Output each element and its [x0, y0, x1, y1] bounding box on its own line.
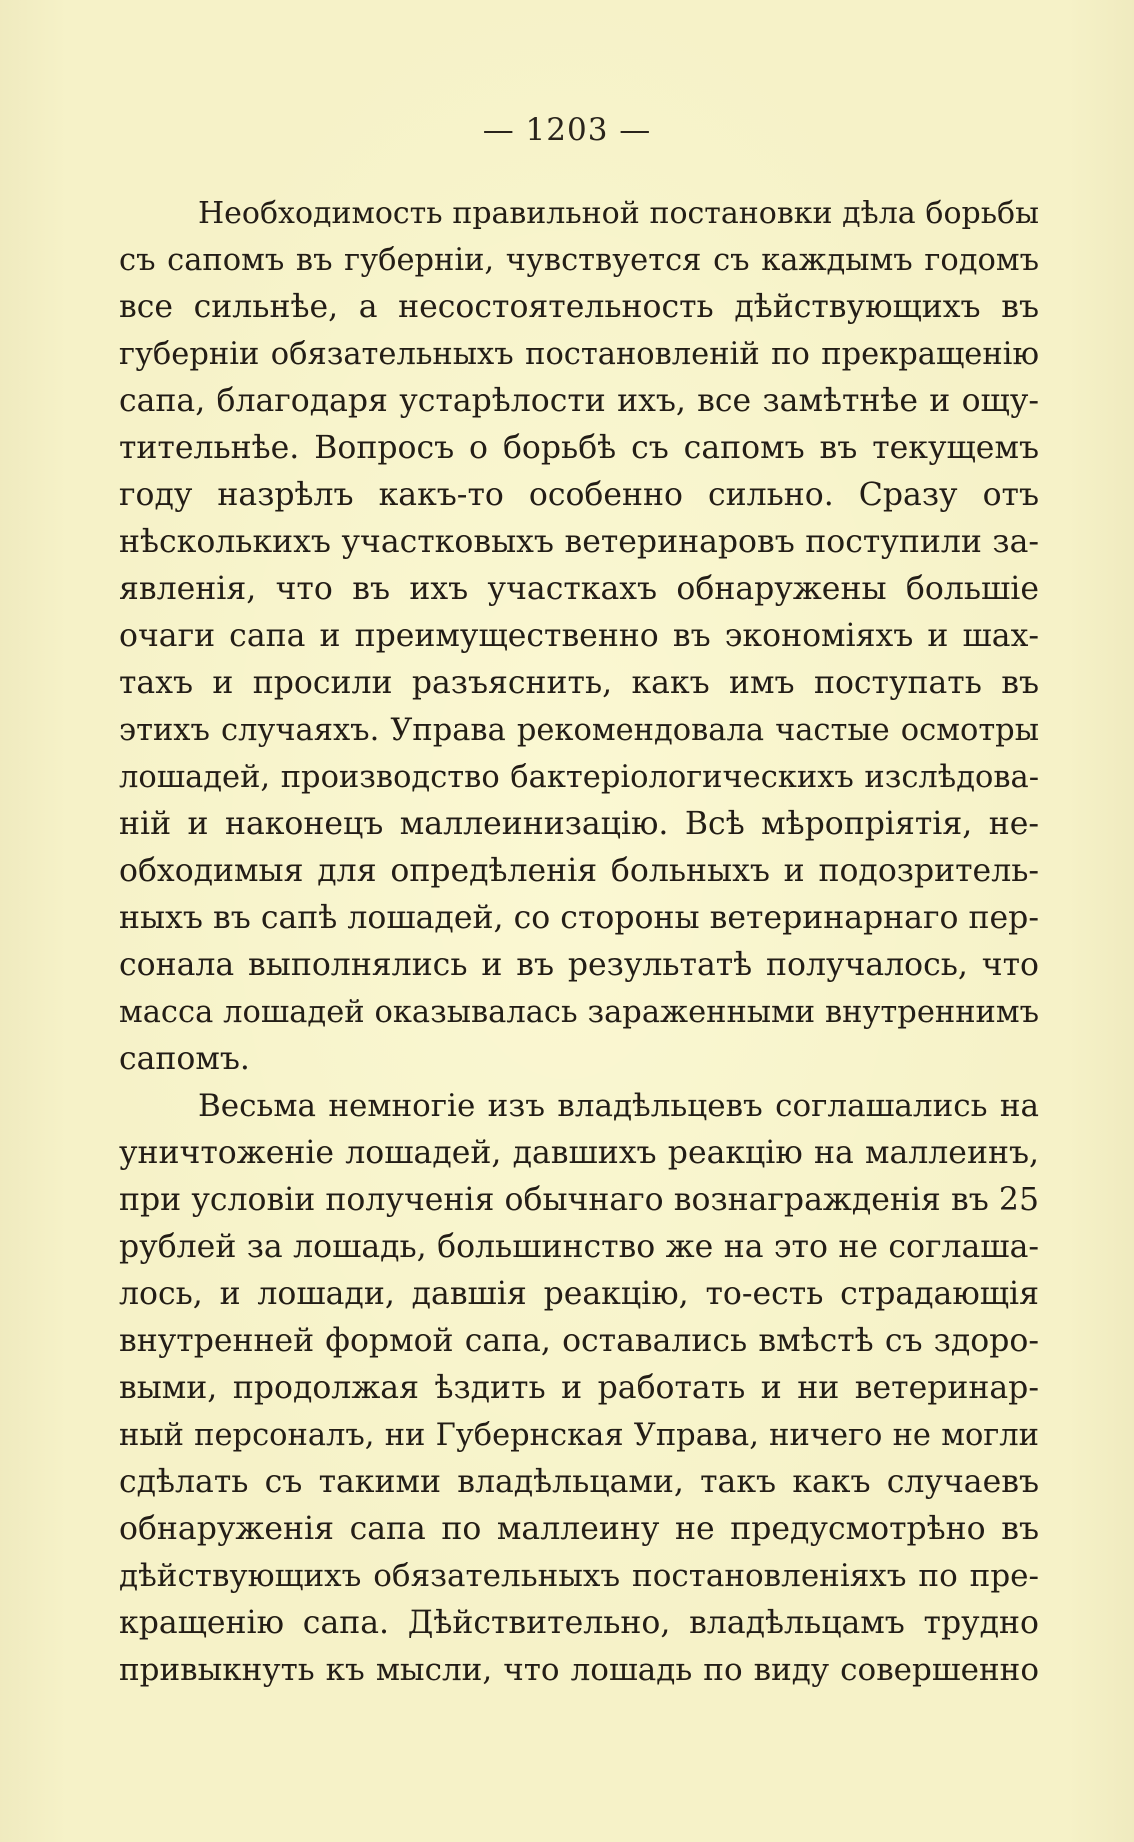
text-line: внутренней формой сапа, оставались вмѣстѣ съ здоро- — [119, 1323, 1039, 1359]
text-line: ній и наконецъ маллеинизацію. Всѣ мѣропріятія, не- — [119, 806, 1039, 842]
text-line: нѣсколькихъ участковыхъ ветеринаровъ поступили за- — [119, 524, 1039, 560]
text-line: этихъ случаяхъ. Управа рекомендовала частые осмотры — [119, 713, 1039, 748]
text-line: выми, продолжая ѣздить и работать и ни ветеринар- — [119, 1370, 1039, 1406]
text-line: кращенію сапа. Дѣйствительно, владѣльцамъ трудно — [119, 1605, 1039, 1641]
text-line: тительнѣе. Вопросъ о борьбѣ съ сапомъ въ текущемъ — [119, 430, 1039, 466]
text-line: очаги сапа и преимущественно въ экономіяхъ и шах- — [119, 618, 1039, 654]
text-line: уничтоженіе лошадей, давшихъ реакцію на маллеинъ, — [119, 1135, 1039, 1171]
text-line: сапомъ. — [119, 1041, 250, 1077]
text-line: ный персоналъ, ни Губернская Управа, ничего не могли — [119, 1418, 1039, 1453]
text-line: году назрѣлъ какъ-то особенно сильно. Сразу отъ — [119, 477, 1039, 513]
text-line: при условіи полученія обычнаго вознагражденія въ 25 — [119, 1182, 1039, 1218]
paragraph-1 — [119, 190, 1039, 1083]
text-line: Весьма немногіе изъ владѣльцевъ соглашались на — [198, 1088, 1039, 1124]
body-text — [119, 190, 1039, 1694]
text-line: привыкнуть къ мысли, что лошадь по виду совершенно — [119, 1652, 1039, 1688]
text-line: дѣйствующихъ обязательныхъ постановленіяхъ по пре- — [119, 1558, 1039, 1594]
text-line: обнаруженія сапа по маллеину не предусмотрѣно въ — [119, 1511, 1039, 1547]
text-line: тахъ и просили разъяснить, какъ имъ поступать въ — [119, 665, 1039, 701]
page-number: — 1203 — — [482, 112, 652, 148]
text-line: лось, и лошади, давшія реакцію, то-есть страдающія — [119, 1276, 1039, 1312]
text-line: явленія, что въ ихъ участкахъ обнаружены большіе — [119, 571, 1039, 607]
text-line: губерніи обязательныхъ постановленій по прекращенію — [119, 337, 1039, 372]
text-line: обходимыя для опредѣленія больныхъ и подозритель- — [119, 853, 1039, 889]
text-line: ныхъ въ сапѣ лошадей, со стороны ветеринарнаго пер- — [119, 900, 1039, 936]
text-line: съ сапомъ въ губерніи, чувствуется съ каждымъ годомъ — [119, 243, 1039, 278]
text-line: сонала выполнялись и въ результатѣ получалось, что — [119, 947, 1039, 983]
text-line: масса лошадей оказывалась зараженными внутреннимъ — [119, 995, 1039, 1030]
text-line: рублей за лошадь, большинство же на это не соглаша- — [119, 1229, 1039, 1265]
paragraph-2 — [119, 1083, 1039, 1694]
text-line: Необходимость правильной постановки дѣла борьбы — [198, 196, 1039, 231]
text-line: сдѣлать съ такими владѣльцами, такъ какъ случаевъ — [119, 1464, 1039, 1500]
text-line: все сильнѣе, а несостоятельность дѣйствующихъ въ — [119, 289, 1039, 325]
text-line: сапа, благодаря устарѣлости ихъ, все замѣтнѣе и ощу- — [119, 383, 1039, 419]
text-line: лошадей, производство бактеріологическихъ изслѣдова- — [119, 760, 1039, 795]
